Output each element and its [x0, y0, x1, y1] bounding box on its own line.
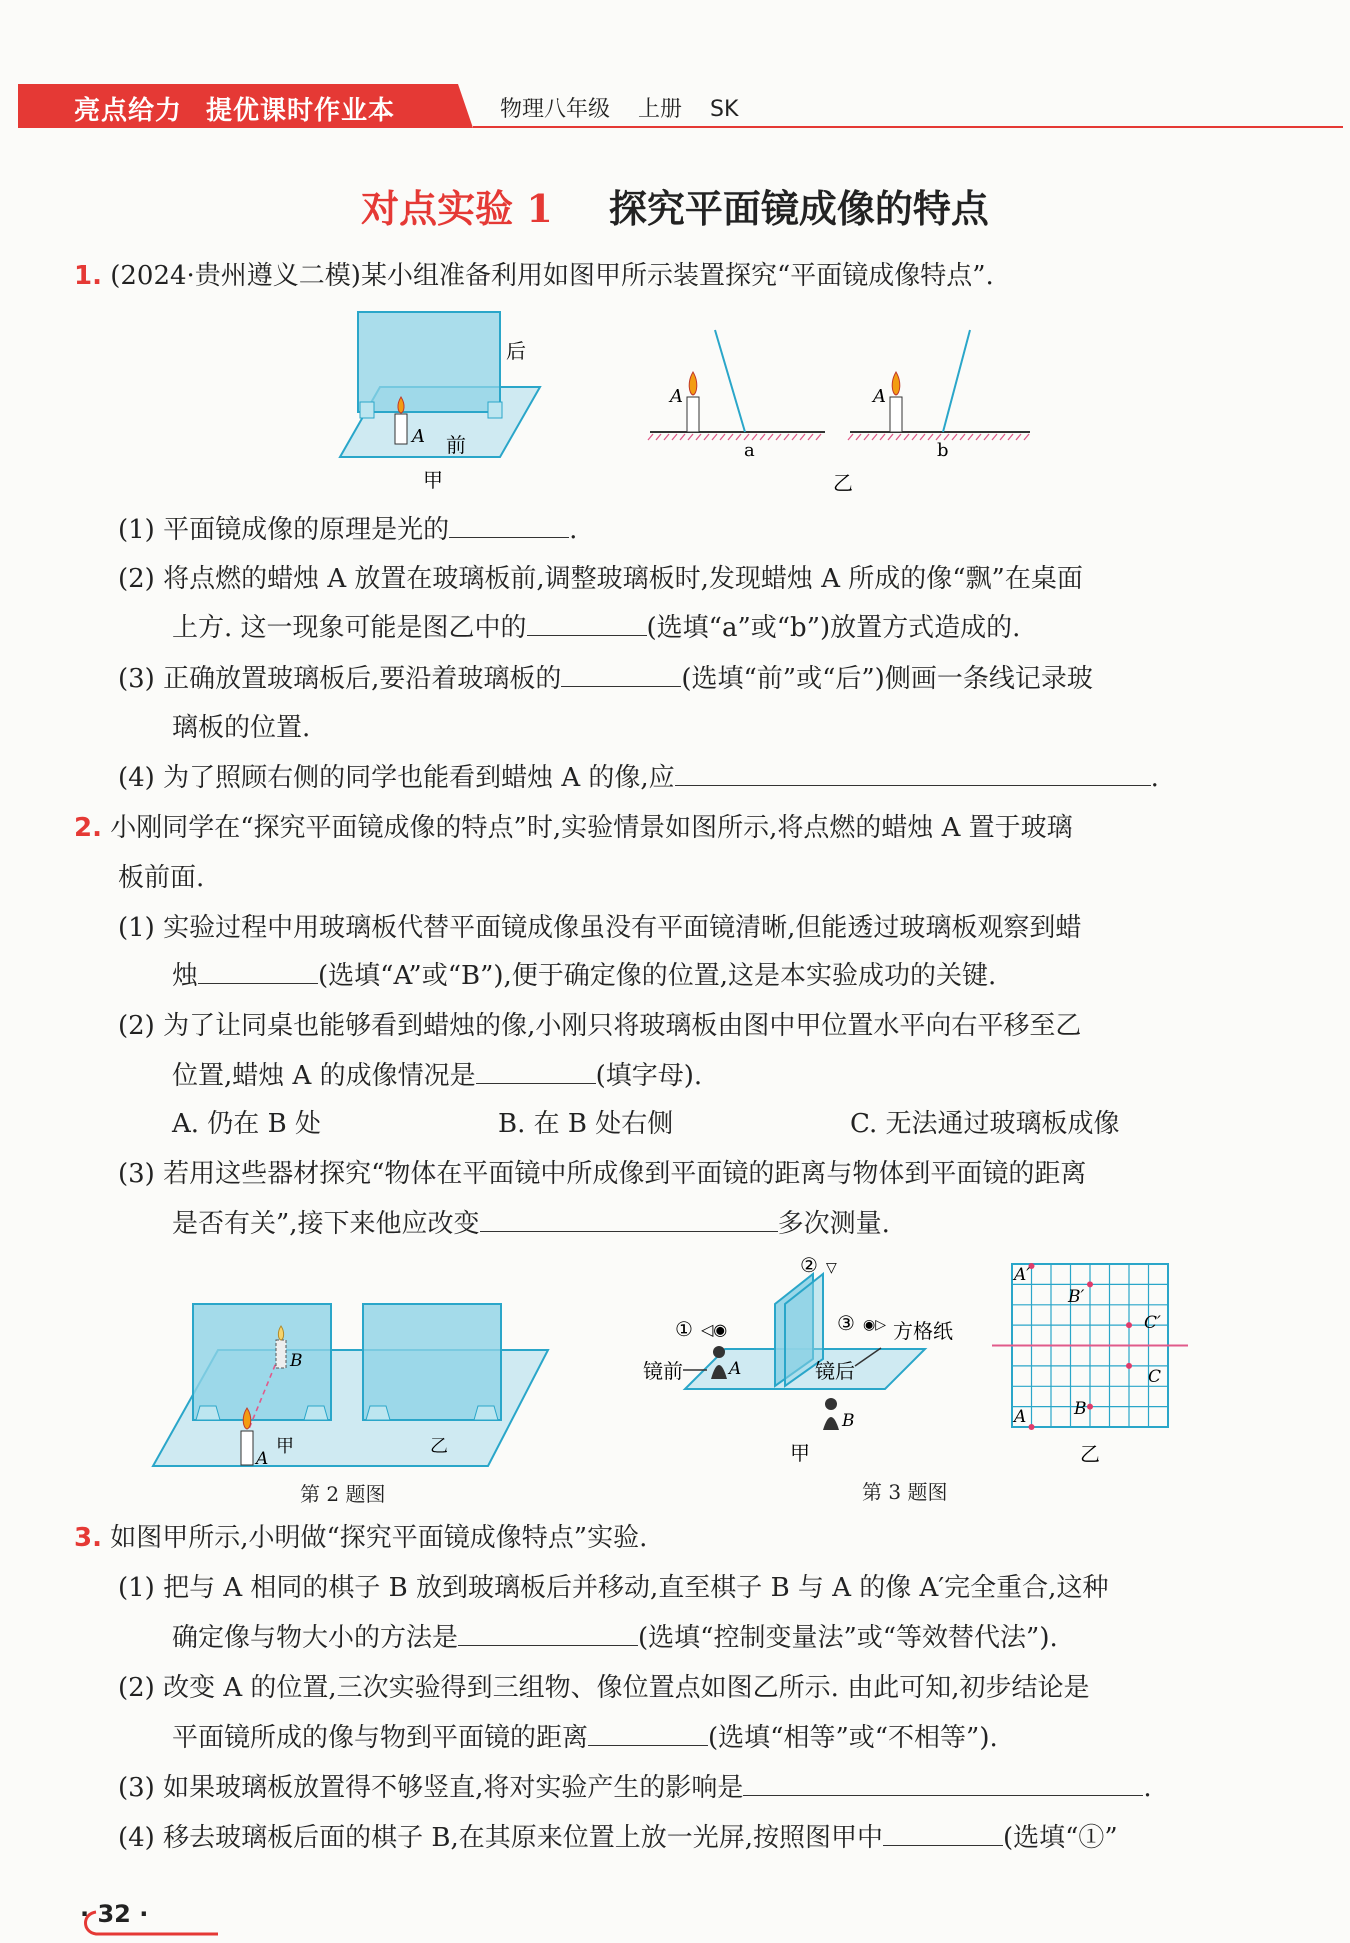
q2-stem-line1: [74, 810, 1073, 846]
q1-sub2-text: 上方. 这一现象可能是图乙中的: [172, 613, 527, 643]
chess-piece-a-top: [713, 1346, 725, 1358]
label-back: 后: [506, 339, 526, 363]
stand: [474, 1406, 498, 1420]
point-b: [1087, 1404, 1093, 1410]
q3-stem: [74, 1520, 647, 1556]
grid-label-b: B: [1074, 1399, 1087, 1419]
label-front: 前: [446, 433, 466, 457]
q3-sub4-text: (4) 移去玻璃板后面的棋子 B,在其原来位置上放一光屏,按照图甲中: [118, 1823, 883, 1853]
header-brand: [74, 90, 419, 127]
q1-sub3-mid: (选填“前”或“后”)侧画一条线记录玻: [681, 664, 1093, 694]
caption-yi: 乙: [1080, 1442, 1100, 1466]
q1-figure-jia: [320, 302, 550, 492]
q3-sub4-end: (选填“①”: [1003, 1823, 1118, 1853]
glass-plate: [358, 312, 500, 412]
q2-sub3-line1: (3) 若用这些器材探究“物体在平面镜中所成像到平面镜的距离与物体到平面镜的距离: [118, 1159, 1087, 1189]
chess-piece-b-top: [825, 1398, 837, 1410]
label-a: A: [729, 1359, 742, 1379]
header-edition: SK: [710, 97, 739, 122]
q3-figure-yi: [990, 1262, 1190, 1472]
chess-piece-b: [823, 1417, 839, 1430]
candle-b-image: [276, 1340, 286, 1368]
glass-stand-left: [360, 402, 374, 418]
q2-sub2-line1: (2) 为了让同桌也能够看到蜡烛的像,小刚只将玻璃板由图中甲位置水平向右平移至乙: [118, 1011, 1082, 1041]
hatching: [648, 434, 1029, 440]
label-a-left: A: [670, 386, 683, 407]
glass-b: [943, 330, 970, 432]
point-a: [1029, 1424, 1035, 1430]
stand: [366, 1406, 390, 1420]
label-a: A: [412, 426, 425, 447]
q1-sub4-end: .: [1150, 763, 1159, 793]
q3-sub4: [118, 1820, 1118, 1856]
q1-stem: [74, 258, 994, 294]
q1-sub3-text: (3) 正确放置玻璃板后,要沿着玻璃板的: [118, 664, 562, 694]
grid-label-c-prime: C′: [1144, 1313, 1161, 1333]
q2-blank2[interactable]: [476, 1059, 596, 1084]
q3-sub2-line1: (2) 改变 A 的位置,三次实验得到三组物、像位置点如图乙所示. 由此可知,初步结论是: [118, 1673, 1090, 1703]
eye-icon: ◉▷: [863, 1317, 886, 1333]
q1-number: 1.: [74, 261, 102, 291]
q3-sub1-line1: (1) 把与 A 相同的棋子 B 放到玻璃板后并移动,直至棋子 B 与 A 的像 A′完全重合,这种: [118, 1573, 1109, 1603]
q3-blank3[interactable]: [743, 1771, 1143, 1796]
q3-sub3: [118, 1770, 1152, 1806]
q3-sub2-line2: [172, 1720, 998, 1756]
title-section: 对点实验 1: [361, 186, 553, 231]
stand: [196, 1406, 220, 1420]
q3-stem-text: 如图甲所示,小明做“探究平面镜成像特点”实验.: [110, 1523, 648, 1553]
q2-sub2-line2: [172, 1058, 702, 1094]
q1-sub2-line2: [172, 610, 1020, 646]
q1-sub4: [118, 760, 1159, 796]
back-label: 镜后: [815, 1359, 855, 1383]
q3-blank4[interactable]: [883, 1821, 1003, 1846]
q2-fig-caption: 第 2 题图: [300, 1482, 386, 1506]
q3-fig-caption: 第 3 题图: [862, 1480, 948, 1504]
q1-sub1-text: (1) 平面镜成像的原理是光的: [118, 515, 450, 545]
q1-sub2-end: (选填“a”或“b”)放置方式造成的.: [646, 613, 1021, 643]
glass-jia: [193, 1304, 331, 1420]
candle-a-left: [687, 397, 699, 432]
q2-option-a: A. 仍在 B 处: [172, 1109, 321, 1139]
grid-paper-label: 方格纸: [893, 1319, 953, 1343]
q1-blank3[interactable]: [561, 662, 681, 687]
q1-figure-yi: [645, 322, 1045, 497]
point-c: [1126, 1363, 1132, 1369]
q1-sub1: [118, 512, 577, 548]
q3-sub3-end: .: [1143, 1773, 1152, 1803]
q2-sub2-text: 位置,蜡烛 A 的成像情况是: [172, 1061, 476, 1091]
q2-blank3[interactable]: [480, 1207, 778, 1232]
q3-sub1-line2: [172, 1620, 1058, 1656]
flame-icon: [892, 372, 900, 395]
point-b-prime: [1087, 1281, 1093, 1287]
q2-number: 2.: [74, 813, 102, 843]
q2-stem-text: 小刚同学在“探究平面镜成像的特点”时,实验情景如图所示,将点燃的蜡烛 A 置于玻璃: [110, 813, 1073, 843]
q2-blank1[interactable]: [198, 959, 318, 984]
label-a-right: A: [873, 386, 886, 407]
grid-label-a: A: [1014, 1407, 1027, 1427]
q1-blank1[interactable]: [449, 513, 569, 538]
point-c-prime: [1126, 1322, 1132, 1328]
q1-sub2-line1: (2) 将点燃的蜡烛 A 放置在玻璃板前,调整玻璃板时,发现蜡烛 A 所成的像“飘”在桌面: [118, 564, 1083, 594]
q2-sub3-text: 是否有关”,接下来他应改变: [172, 1209, 480, 1239]
label-b-case: b: [937, 440, 949, 461]
header-rule: [473, 126, 1343, 128]
q2-stem-line2: 板前面.: [118, 863, 205, 893]
grid-label-a-prime: A′: [1014, 1265, 1031, 1285]
q1-blank4[interactable]: [675, 761, 1151, 786]
brand-series: 提优课时作业本: [206, 96, 396, 126]
q2-sub1-line1: (1) 实验过程中用玻璃板代替平面镜成像虽没有平面镜清晰,但能透过玻璃板观察到蜡: [118, 913, 1082, 943]
q3-number: 3.: [74, 1523, 102, 1553]
page-number: · 32 ·: [80, 1900, 149, 1928]
brand-name: 亮点给力: [74, 96, 183, 126]
caption-jia: 甲: [790, 1441, 810, 1465]
caption-yi: 乙: [833, 471, 853, 495]
q2-sub3-line2: [172, 1206, 890, 1242]
q1-sub3-line1: [118, 661, 1093, 697]
label-b: B: [290, 1351, 303, 1371]
q3-sub3-text: (3) 如果玻璃板放置得不够竖直,将对实验产生的影响是: [118, 1773, 744, 1803]
q3-sub1-text: 确定像与物大小的方法是: [172, 1623, 459, 1653]
caption-jia: 甲: [423, 468, 443, 492]
q3-figure-jia: [635, 1254, 975, 1466]
q1-sub4-text: (4) 为了照顾右侧的同学也能看到蜡烛 A 的像,应: [118, 763, 675, 793]
q3-sub2-text: 平面镜所成的像与物到平面镜的距离: [172, 1723, 589, 1753]
front-label: 镜前: [643, 1359, 683, 1383]
q3-blank2[interactable]: [588, 1721, 708, 1746]
stand: [304, 1406, 328, 1420]
page-header: [18, 84, 1343, 128]
q3-sub2-end: (选填“相等”或“不相等”).: [708, 1723, 998, 1753]
flame-icon: [689, 372, 697, 395]
page-title: [0, 178, 1350, 233]
eye-icon: ◁◉: [701, 1320, 728, 1339]
glass-yi: [363, 1304, 501, 1420]
q1-sub1-end: .: [569, 515, 578, 545]
q1-sub3-line2: 璃板的位置.: [172, 713, 311, 743]
glass-stand-right: [488, 402, 502, 418]
q2-sub3-end: 多次测量.: [777, 1209, 890, 1239]
q2-figure: [148, 1296, 558, 1476]
q2-sub1-text: 烛: [172, 961, 199, 991]
glass-a: [715, 330, 745, 432]
header-book-info: [500, 92, 766, 123]
label-b: B: [842, 1411, 855, 1431]
header-volume: 上册: [638, 97, 683, 122]
candle-a: [395, 414, 407, 444]
grid-label-c: C: [1148, 1367, 1162, 1387]
q2-sub2-end: (填字母).: [595, 1061, 703, 1091]
q2-sub1-line2: [172, 958, 996, 994]
eye-icon: ▽: [826, 1260, 837, 1276]
q1-blank2[interactable]: [527, 611, 647, 636]
eye-3-label: ③: [837, 1311, 855, 1335]
q3-blank1[interactable]: [458, 1621, 638, 1646]
candle-a: [241, 1431, 253, 1465]
label-yi: 乙: [430, 1436, 448, 1457]
q3-sub1-end: (选填“控制变量法”或“等效替代法”).: [638, 1623, 1058, 1653]
label-jia: 甲: [276, 1436, 294, 1457]
eye-1-label: ①: [675, 1317, 693, 1341]
header-subject: 物理八年级: [500, 97, 611, 122]
label-a: A: [256, 1449, 269, 1469]
q2-option-c: C. 无法通过玻璃板成像: [850, 1109, 1120, 1139]
eye-2-label: ②: [800, 1254, 818, 1277]
q2-sub1-end: (选填“A”或“B”),便于确定像的位置,这是本实验成功的关键.: [318, 961, 997, 991]
title-topic: 探究平面镜成像的特点: [608, 186, 989, 231]
grid-label-b-prime: B′: [1068, 1287, 1085, 1307]
candle-a-right: [890, 397, 902, 432]
q1-stem-text: (2024·贵州遵义二模)某小组准备利用如图甲所示装置探究“平面镜成像特点”.: [110, 261, 994, 291]
label-a-case: a: [744, 440, 755, 461]
q2-option-b: B. 在 B 处右侧: [498, 1109, 674, 1139]
